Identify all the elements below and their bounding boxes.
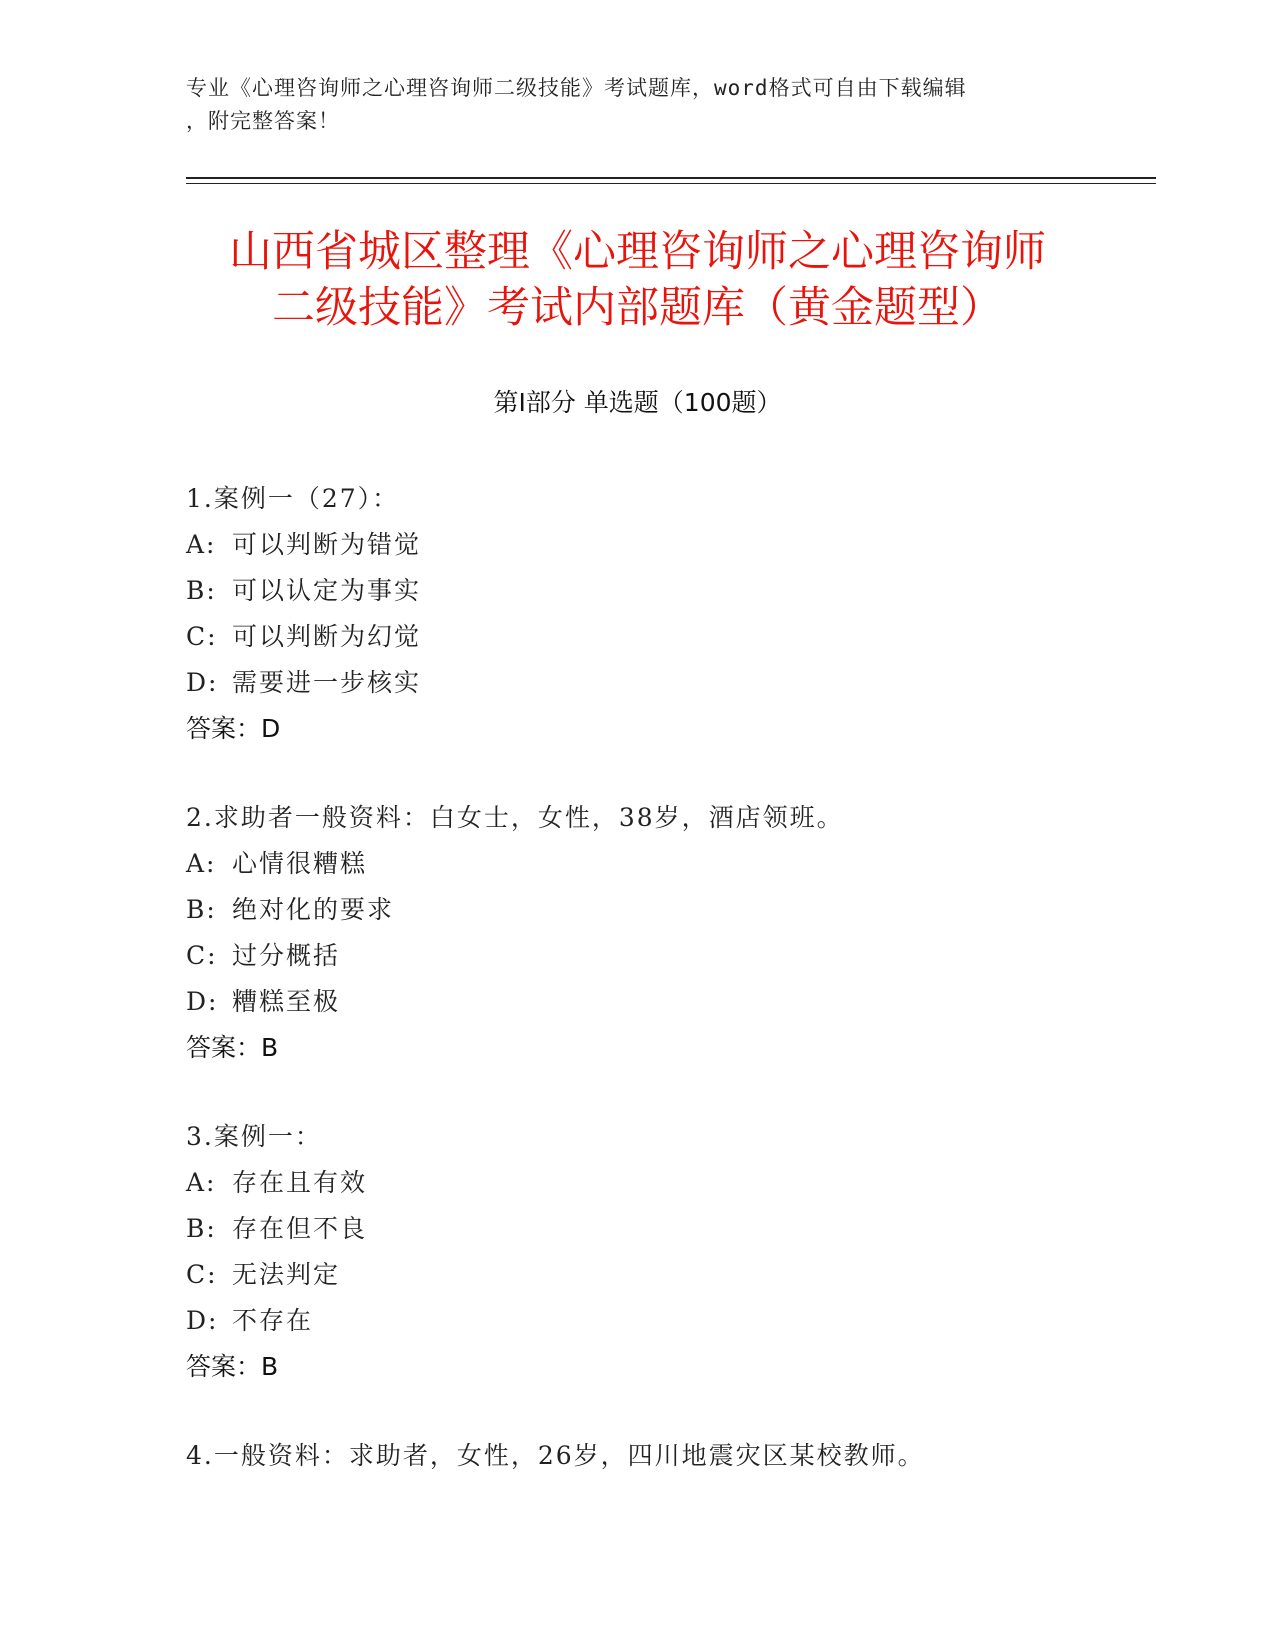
option-text: 过分概括 bbox=[232, 941, 341, 970]
header-note bbox=[186, 72, 1086, 138]
answer-value: D bbox=[261, 714, 281, 743]
answer-value: B bbox=[261, 1352, 279, 1381]
option-text: 可以判断为幻觉 bbox=[232, 622, 422, 651]
question-stem: 1.案例一（27）： bbox=[186, 484, 400, 513]
question-3 bbox=[186, 1114, 1146, 1390]
option-text: 糟糕至极 bbox=[232, 987, 341, 1016]
answer-label: 答案： bbox=[186, 1033, 262, 1062]
document-title-line-2: 二级技能》考试内部题库（黄金题型） bbox=[272, 283, 1003, 333]
option-c bbox=[186, 614, 1146, 660]
option-letter: D: bbox=[186, 668, 219, 697]
answer-line bbox=[186, 1344, 1146, 1390]
option-b bbox=[186, 1206, 1146, 1252]
option-c bbox=[186, 933, 1146, 979]
option-text: 存在且有效 bbox=[232, 1168, 368, 1197]
question-2 bbox=[186, 795, 1146, 1071]
option-letter: B: bbox=[186, 1214, 217, 1243]
header-note-line-1: 专业《心理咨询师之心理咨询师二级技能》考试题库，word格式可自由下载编辑 bbox=[186, 76, 967, 100]
answer-line bbox=[186, 1025, 1146, 1071]
option-letter: C: bbox=[186, 941, 218, 970]
question-stem: 4.一般资料：求助者，女性，26岁，四川地震灾区某校教师。 bbox=[186, 1441, 925, 1470]
option-letter: A: bbox=[186, 1168, 217, 1197]
option-letter: A: bbox=[186, 849, 217, 878]
option-letter: B: bbox=[186, 895, 217, 924]
option-d bbox=[186, 660, 1146, 706]
option-text: 需要进一步核实 bbox=[232, 668, 422, 697]
option-b bbox=[186, 568, 1146, 614]
option-text: 可以认定为事实 bbox=[232, 576, 422, 605]
question-stem: 3.案例一： bbox=[186, 1122, 322, 1151]
option-a bbox=[186, 1160, 1146, 1206]
option-letter: B: bbox=[186, 576, 217, 605]
option-text: 存在但不良 bbox=[232, 1214, 368, 1243]
option-text: 心情很糟糕 bbox=[232, 849, 368, 878]
option-letter: C: bbox=[186, 622, 218, 651]
question-1 bbox=[186, 476, 1146, 752]
header-note-line-2: ，附完整答案！ bbox=[186, 109, 340, 133]
option-d bbox=[186, 979, 1146, 1025]
option-b bbox=[186, 887, 1146, 933]
document-title-line-1: 山西省城区整理《心理咨询师之心理咨询师 bbox=[229, 227, 1046, 277]
option-letter: C: bbox=[186, 1260, 218, 1289]
option-text: 无法判定 bbox=[232, 1260, 341, 1289]
header-divider-thin bbox=[186, 183, 1156, 184]
option-text: 绝对化的要求 bbox=[232, 895, 395, 924]
question-stem: 2.求助者一般资料：白女士，女性，38岁，酒店领班。 bbox=[186, 803, 844, 832]
header-divider-thick bbox=[186, 177, 1156, 179]
question-4 bbox=[186, 1433, 1146, 1479]
option-letter: A: bbox=[186, 530, 217, 559]
option-d bbox=[186, 1298, 1146, 1344]
option-text: 可以判断为错觉 bbox=[232, 530, 422, 559]
answer-label: 答案： bbox=[186, 1352, 262, 1381]
answer-value: B bbox=[261, 1033, 279, 1062]
question-list bbox=[186, 476, 1146, 1522]
section-heading: 第Ⅰ部分 单选题（100题） bbox=[493, 388, 782, 417]
document-title bbox=[150, 224, 1125, 336]
answer-line bbox=[186, 706, 1146, 752]
option-text: 不存在 bbox=[232, 1306, 314, 1335]
option-a bbox=[186, 522, 1146, 568]
answer-label: 答案： bbox=[186, 714, 262, 743]
option-letter: D: bbox=[186, 1306, 219, 1335]
option-a bbox=[186, 841, 1146, 887]
option-c bbox=[186, 1252, 1146, 1298]
option-letter: D: bbox=[186, 987, 219, 1016]
